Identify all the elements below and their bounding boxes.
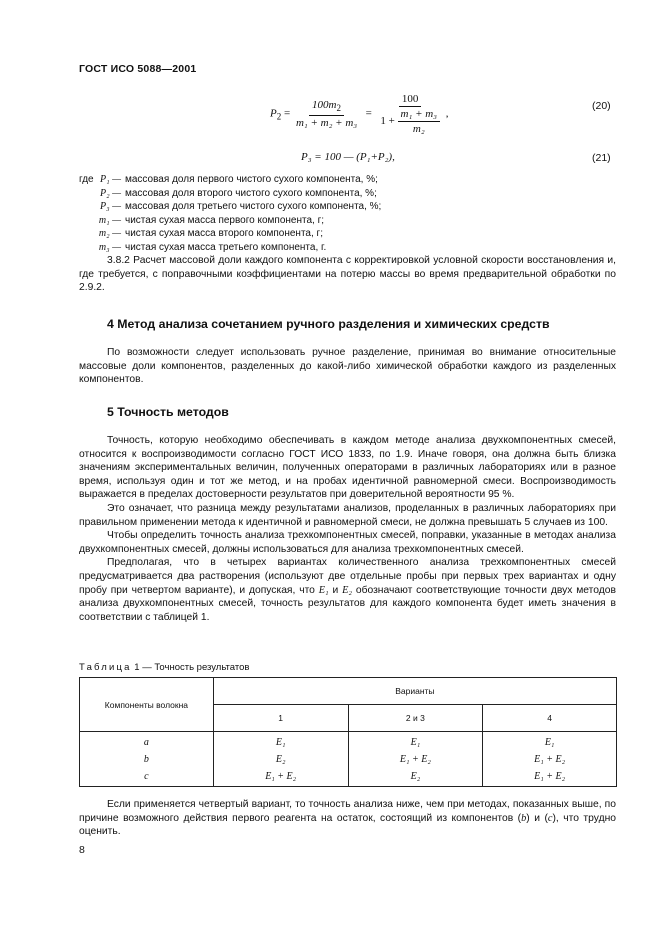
- component-cell: b: [80, 751, 214, 768]
- eq20-frac1-num: 100m: [312, 99, 337, 112]
- legend-text: чистая сухая масса третьего компонента, г.: [125, 241, 327, 253]
- legend-symbol: P₁ —: [100, 174, 121, 185]
- p4-part-a: Предполагая, что в четырех вариантах количественного анализа трехкомпонентных смесей предусматривается два растворения (используют две отдельные пробы при первых трех вариантах и одну пробу при четвертом варианте), и допуская, что: [79, 557, 616, 596]
- legend-item: [79, 214, 381, 228]
- section-5-paragraph-4: [79, 556, 616, 624]
- legend-symbol: P₂ —: [100, 187, 121, 199]
- value-cell: E₁: [213, 732, 348, 752]
- legend-symbol: m₁ —: [98, 214, 121, 226]
- value-cell: E₁ + E₂: [483, 751, 617, 768]
- section-5-heading: 5 Точность методов: [107, 405, 229, 419]
- value-cell: E₂: [213, 751, 348, 768]
- p4-part-b: обозначают соответствующие точности двух методов анализа двухкомпонентных смесей, точность результатов для каждого компонента будет иметь значения в соответствии с таблицей 1.: [79, 584, 616, 623]
- eq20-frac2-num: 100: [399, 93, 422, 107]
- table-caption-rest: 1 — Точность результатов: [131, 662, 250, 673]
- legend-text: чистая сухая масса второго компонента, г;: [125, 228, 323, 239]
- legend-symbol: m₃ —: [98, 241, 121, 253]
- eq20-frac1-den: m₁ + m₂ + m₃: [295, 116, 358, 129]
- table-row: [80, 768, 617, 787]
- value-cell: E₁ + E₂: [213, 768, 348, 787]
- legend-symbol: P₃ —: [100, 201, 121, 212]
- variant-header: 1: [213, 705, 348, 732]
- equation-21: P₃ = 100 — (P₁+P₂),: [301, 151, 395, 163]
- section-4-text: По возможности следует использовать ручное разделение, принимая во внимание относительные массовые доли компонентов, разделенных до какой-либо химической обработки каждого из разделенных компонентов.: [79, 347, 616, 386]
- final-c: c: [547, 812, 553, 824]
- final-paragraph: [79, 798, 616, 839]
- eq20-lhs: P: [270, 107, 277, 120]
- legend-item: [79, 241, 381, 255]
- section-5-paragraph-2: Это означает, что разница между результатами анализов, проделанных в различных лабораториях при правильном применении метода к идентичной и равномерной смеси, не должна превышать 5 случаев из 100.: [79, 502, 616, 528]
- section-4-heading: 4 Метод анализа сочетанием ручного разделения и химических средств: [107, 317, 550, 331]
- legend-item: [79, 200, 381, 214]
- eq20-fraction-2: [377, 93, 443, 135]
- variant-header: 4: [483, 705, 617, 732]
- table-caption-word: Таблица: [79, 662, 132, 673]
- variant-header: 2 и 3: [348, 705, 483, 732]
- component-cell: c: [80, 768, 214, 787]
- col-header-components: Компоненты волокна: [80, 678, 214, 732]
- legend-item: [79, 173, 381, 187]
- table-header-row: [80, 678, 617, 705]
- final-paragraph-text: [79, 798, 616, 839]
- results-table: [79, 677, 617, 787]
- section-5-paragraph-3: Чтобы определить точность анализа трехкомпонентных смесей, поправки, указанные в методах анализа двухкомпонентных смесей, должны использоваться для анализа трехкомпонентных смесей.: [79, 530, 616, 555]
- legend-text: чистая сухая масса первого компонента, г;: [125, 214, 325, 226]
- final-pre: Если применяется четвертый вариант, то точность анализа ниже, чем при методах, показанных выше, по причине возможного действия первого реагента на остаток, состоящий из компонентов (: [79, 799, 616, 824]
- table-row: [80, 751, 617, 768]
- legend-symbol: m₂ —: [98, 228, 121, 239]
- final-b: b: [521, 812, 527, 824]
- section-5-paragraph-1: Точность, которую необходимо обеспечивать в каждом методе анализа двухкомпонентных смесей, относится к воспроизводимости согласно ГОСТ ИСО 1833, по 1.9. Иначе говоря, она должна быть близка значениям экспериментальных величин, полученных операторами в различных лабораториях или в разное время, используя один и тот же метод, и на пробах идентичной равномерной смеси. Воспроизводимость выражается в пределах достоверности результатов при доверительной вероятности 95 %.: [79, 435, 616, 501]
- eq20-inner-den: m₂: [412, 123, 425, 135]
- col-header-variants: Варианты: [213, 678, 616, 705]
- component-cell: a: [80, 732, 214, 752]
- paragraph-3-8-2-text: 3.8.2 Расчет массовой доли каждого компонента с корректировкой условной скорости восстановления и, где требуется, с поправочными коэффициентами на потерю массы во время предварительной обработки по 2.9.2.: [79, 255, 616, 294]
- equation-20: $P_2$ = $\frac{100m_2}{\text{m₁ + m₂ + m₃}}$ = 100 1 + $\frac{\text{m₁ + m₃}}{\text{m₂}}$ ,: [270, 93, 449, 135]
- section-4-body: [79, 346, 616, 387]
- legend-text: массовая доля второго чистого сухого компонента, %;: [125, 187, 377, 199]
- section-5-body: [79, 434, 616, 624]
- value-cell: E₁ + E₂: [348, 751, 483, 768]
- final-post: ), что трудно оценить.: [79, 812, 616, 838]
- legend-item: [79, 227, 381, 241]
- page-header: ГОСТ ИСО 5088—2001: [79, 63, 197, 75]
- p4-and: и: [328, 584, 343, 596]
- value-cell: E₁: [348, 732, 483, 752]
- table-row: [80, 732, 617, 752]
- variable-legend: [79, 173, 381, 254]
- equation-20-number: (20): [592, 100, 611, 112]
- p4-e2: E₂: [342, 584, 352, 596]
- eq20-lhs-sub: 2: [276, 111, 282, 122]
- page-number: 8: [79, 844, 85, 856]
- legend-text: массовая доля первого чистого сухого компонента, %;: [125, 174, 378, 185]
- eq20-inner-num: m₁ + m₃: [398, 108, 440, 122]
- paragraph-3-8-2: [79, 254, 616, 295]
- eq20-frac1-num-sub: 2: [336, 103, 341, 114]
- final-mid: ) и (: [526, 812, 548, 824]
- legend-item: [79, 187, 381, 201]
- value-cell: E₁ + E₂: [483, 768, 617, 787]
- equation-21-number: (21): [592, 152, 611, 164]
- table-caption: [79, 662, 249, 673]
- value-cell: E₂: [348, 768, 483, 787]
- eq20-inner-fraction: [398, 108, 440, 135]
- p4-e1: E₁: [318, 584, 329, 596]
- value-cell: E₁: [483, 732, 617, 752]
- legend-text: массовая доля третьего чистого сухого компонента, %;: [125, 201, 382, 212]
- legend-intro: где: [79, 174, 94, 185]
- eq20-fraction-1: [293, 99, 360, 128]
- eq20-frac2-den-prefix: 1 +: [380, 115, 395, 128]
